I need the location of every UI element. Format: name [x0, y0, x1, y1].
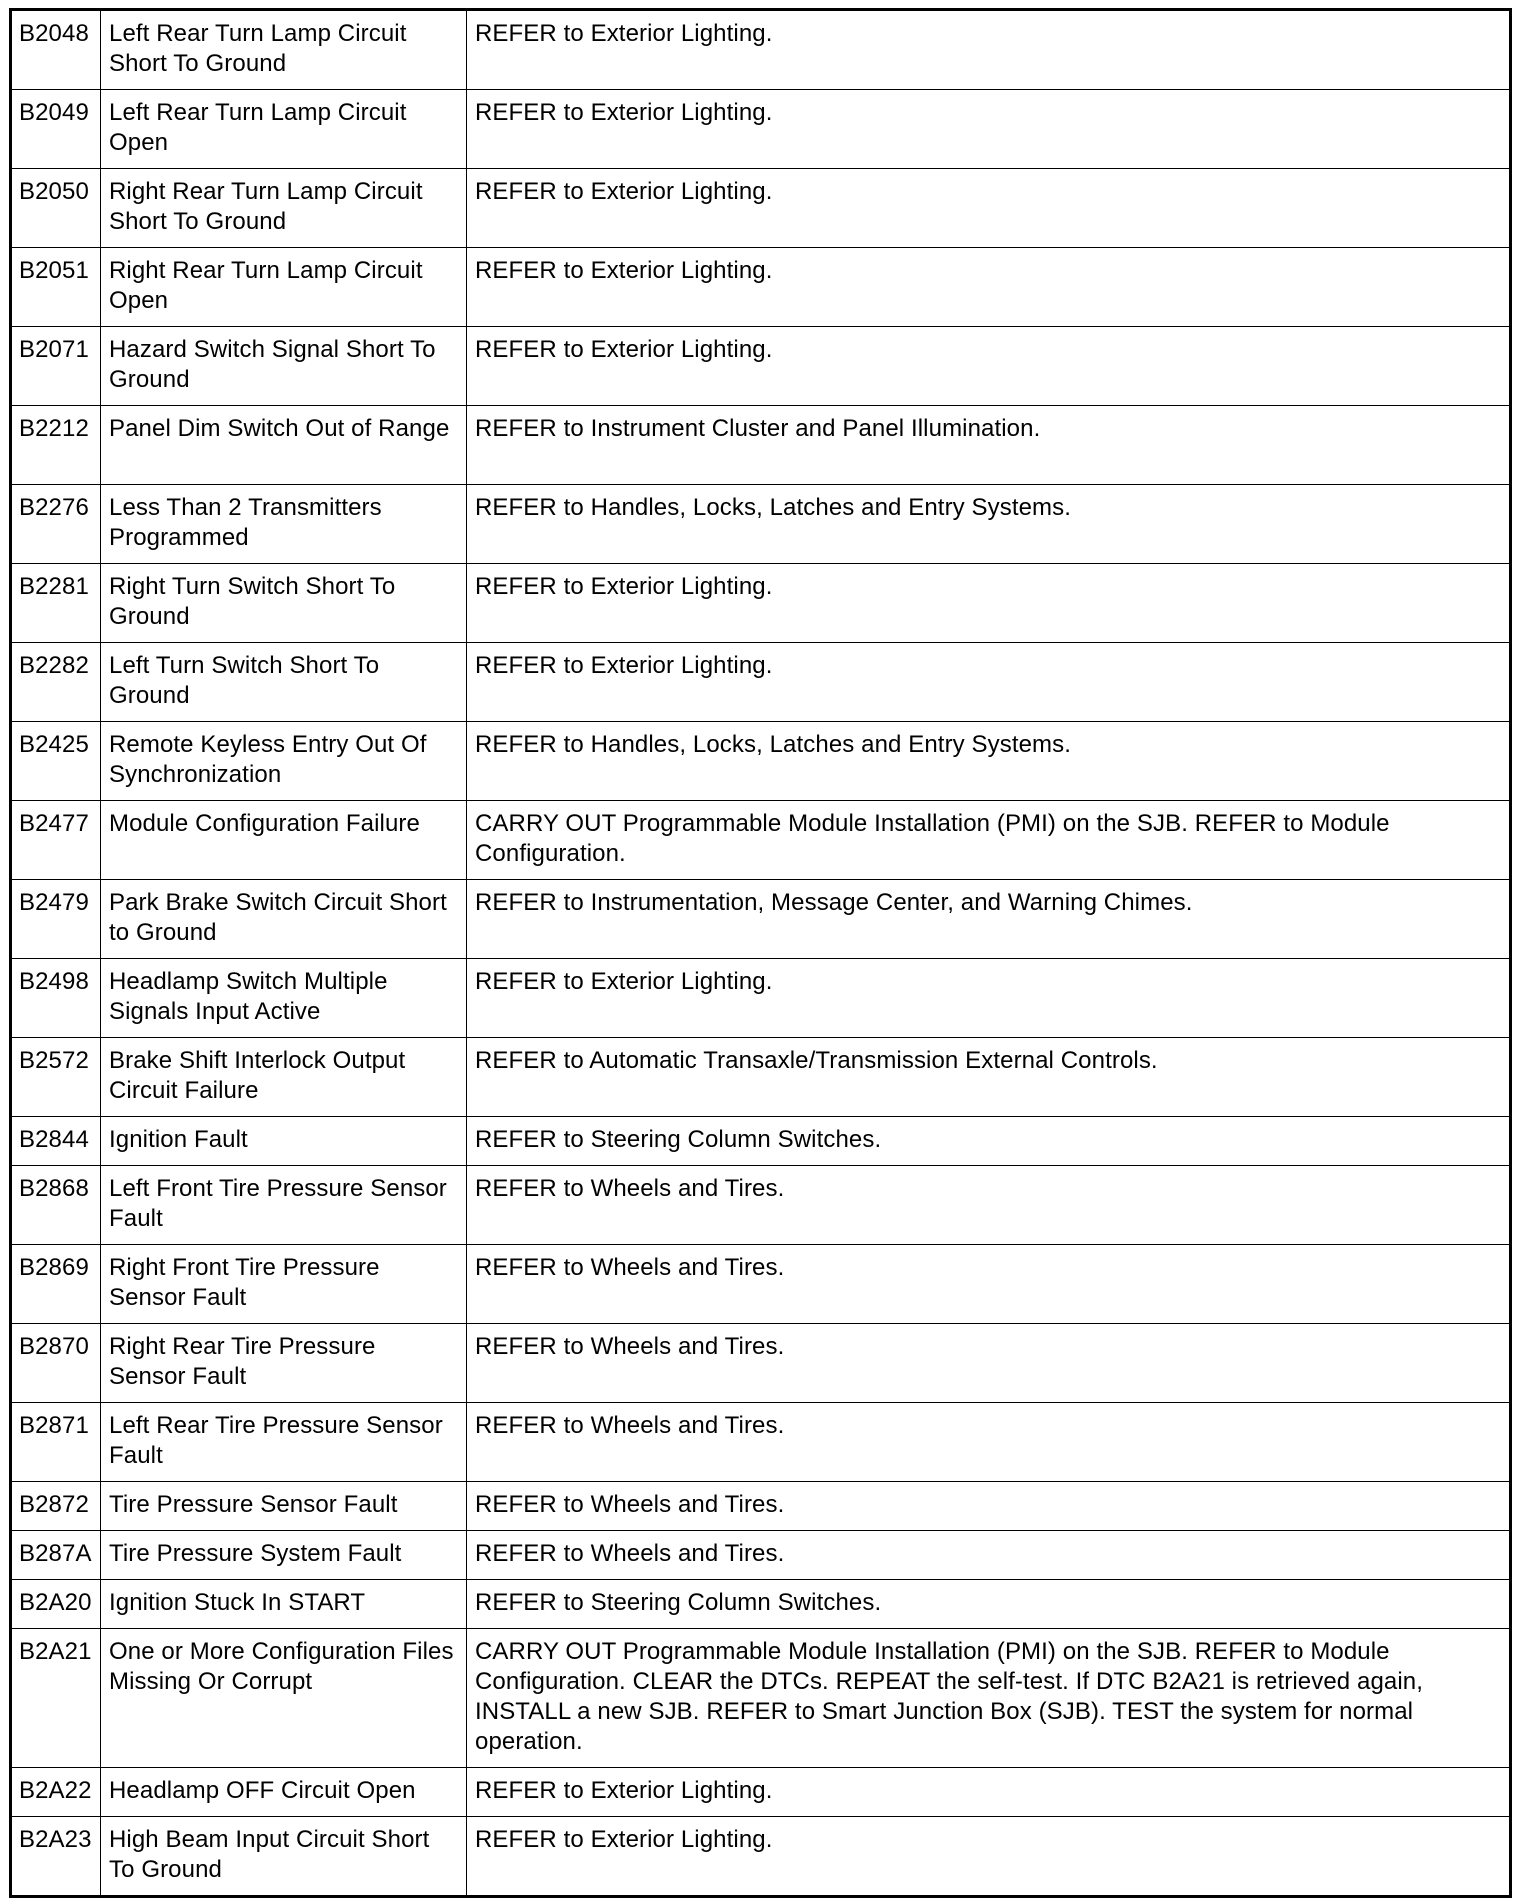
dtc-action: REFER to Exterior Lighting.: [467, 959, 1511, 1038]
table-row: [11, 1580, 1511, 1629]
dtc-code: B2477: [11, 801, 101, 880]
dtc-description: Park Brake Switch Circuit Short to Ground: [101, 880, 467, 959]
dtc-code: B2051: [11, 248, 101, 327]
dtc-action: REFER to Steering Column Switches.: [467, 1117, 1511, 1166]
dtc-action: REFER to Handles, Locks, Latches and Entry Systems.: [467, 485, 1511, 564]
dtc-code: B2425: [11, 722, 101, 801]
dtc-description: Right Rear Tire Pressure Sensor Fault: [101, 1324, 467, 1403]
dtc-code: B2048: [11, 10, 101, 90]
dtc-action: REFER to Handles, Locks, Latches and Entry Systems.: [467, 722, 1511, 801]
table-row: [11, 1629, 1511, 1768]
dtc-code: B2869: [11, 1245, 101, 1324]
table-row: [11, 1117, 1511, 1166]
table-row: [11, 959, 1511, 1038]
dtc-action: REFER to Wheels and Tires.: [467, 1245, 1511, 1324]
dtc-action: CARRY OUT Programmable Module Installation (PMI) on the SJB. REFER to Module Configuration. CLEAR the DTCs. REPEAT the self-test. If DTC B2A21 is retrieved again, INSTALL a new SJB. REFER to Smart Junction Box (SJB). TEST the system for normal operation.: [467, 1629, 1511, 1768]
dtc-action: REFER to Wheels and Tires.: [467, 1531, 1511, 1580]
dtc-code: B2281: [11, 564, 101, 643]
dtc-description: Remote Keyless Entry Out Of Synchronization: [101, 722, 467, 801]
dtc-code: B2870: [11, 1324, 101, 1403]
dtc-description: One or More Configuration Files Missing Or Corrupt: [101, 1629, 467, 1768]
dtc-description: Ignition Fault: [101, 1117, 467, 1166]
dtc-description: High Beam Input Circuit Short To Ground: [101, 1817, 467, 1897]
dtc-action: REFER to Exterior Lighting.: [467, 90, 1511, 169]
dtc-code: B2871: [11, 1403, 101, 1482]
dtc-action: REFER to Exterior Lighting.: [467, 10, 1511, 90]
dtc-description: Tire Pressure Sensor Fault: [101, 1482, 467, 1531]
dtc-code: B2212: [11, 406, 101, 485]
dtc-table-body: [11, 10, 1511, 1897]
table-row: [11, 10, 1511, 90]
dtc-description: Left Rear Turn Lamp Circuit Open: [101, 90, 467, 169]
dtc-code: B2282: [11, 643, 101, 722]
dtc-code: B2049: [11, 90, 101, 169]
table-row: [11, 1245, 1511, 1324]
dtc-action: REFER to Wheels and Tires.: [467, 1324, 1511, 1403]
dtc-code: B2572: [11, 1038, 101, 1117]
dtc-code: B2050: [11, 169, 101, 248]
dtc-action: REFER to Exterior Lighting.: [467, 564, 1511, 643]
dtc-description: Left Front Tire Pressure Sensor Fault: [101, 1166, 467, 1245]
dtc-action: REFER to Exterior Lighting.: [467, 169, 1511, 248]
dtc-description: Right Turn Switch Short To Ground: [101, 564, 467, 643]
table-row: [11, 1038, 1511, 1117]
dtc-action: REFER to Instrument Cluster and Panel Illumination.: [467, 406, 1511, 485]
table-row: [11, 327, 1511, 406]
dtc-code: B2479: [11, 880, 101, 959]
dtc-description: Panel Dim Switch Out of Range: [101, 406, 467, 485]
dtc-code: B2A20: [11, 1580, 101, 1629]
dtc-table: [9, 8, 1512, 1898]
table-row: [11, 485, 1511, 564]
dtc-description: Headlamp OFF Circuit Open: [101, 1768, 467, 1817]
dtc-code: B2071: [11, 327, 101, 406]
dtc-action: REFER to Wheels and Tires.: [467, 1403, 1511, 1482]
dtc-code: B2A23: [11, 1817, 101, 1897]
table-row: [11, 90, 1511, 169]
dtc-description: Left Rear Turn Lamp Circuit Short To Ground: [101, 10, 467, 90]
dtc-code: B2872: [11, 1482, 101, 1531]
table-row: [11, 564, 1511, 643]
dtc-action: REFER to Exterior Lighting.: [467, 643, 1511, 722]
dtc-description: Module Configuration Failure: [101, 801, 467, 880]
dtc-action: REFER to Exterior Lighting.: [467, 327, 1511, 406]
dtc-action: REFER to Exterior Lighting.: [467, 1768, 1511, 1817]
table-row: [11, 406, 1511, 485]
dtc-code: B2A21: [11, 1629, 101, 1768]
table-row: [11, 1166, 1511, 1245]
table-row: [11, 880, 1511, 959]
dtc-description: Headlamp Switch Multiple Signals Input Active: [101, 959, 467, 1038]
dtc-description: Right Front Tire Pressure Sensor Fault: [101, 1245, 467, 1324]
dtc-code: B287A: [11, 1531, 101, 1580]
dtc-code: B2868: [11, 1166, 101, 1245]
table-row: [11, 722, 1511, 801]
table-row: [11, 1403, 1511, 1482]
dtc-action: REFER to Instrumentation, Message Center, and Warning Chimes.: [467, 880, 1511, 959]
dtc-action: REFER to Steering Column Switches.: [467, 1580, 1511, 1629]
dtc-action: REFER to Automatic Transaxle/Transmission External Controls.: [467, 1038, 1511, 1117]
dtc-description: Less Than 2 Transmitters Programmed: [101, 485, 467, 564]
table-row: [11, 169, 1511, 248]
dtc-code: B2A22: [11, 1768, 101, 1817]
dtc-description: Left Rear Tire Pressure Sensor Fault: [101, 1403, 467, 1482]
dtc-action: REFER to Wheels and Tires.: [467, 1166, 1511, 1245]
dtc-description: Brake Shift Interlock Output Circuit Failure: [101, 1038, 467, 1117]
table-row: [11, 801, 1511, 880]
dtc-action: REFER to Exterior Lighting.: [467, 1817, 1511, 1897]
dtc-description: Left Turn Switch Short To Ground: [101, 643, 467, 722]
table-row: [11, 1482, 1511, 1531]
dtc-description: Right Rear Turn Lamp Circuit Open: [101, 248, 467, 327]
dtc-description: Hazard Switch Signal Short To Ground: [101, 327, 467, 406]
dtc-action: REFER to Exterior Lighting.: [467, 248, 1511, 327]
dtc-code: B2844: [11, 1117, 101, 1166]
table-row: [11, 1531, 1511, 1580]
dtc-description: Right Rear Turn Lamp Circuit Short To Ground: [101, 169, 467, 248]
table-row: [11, 1768, 1511, 1817]
table-row: [11, 1324, 1511, 1403]
dtc-description: Ignition Stuck In START: [101, 1580, 467, 1629]
dtc-action: CARRY OUT Programmable Module Installation (PMI) on the SJB. REFER to Module Configuration.: [467, 801, 1511, 880]
dtc-code: B2498: [11, 959, 101, 1038]
table-row: [11, 1817, 1511, 1897]
table-row: [11, 248, 1511, 327]
dtc-description: Tire Pressure System Fault: [101, 1531, 467, 1580]
dtc-code: B2276: [11, 485, 101, 564]
dtc-action: REFER to Wheels and Tires.: [467, 1482, 1511, 1531]
table-row: [11, 643, 1511, 722]
